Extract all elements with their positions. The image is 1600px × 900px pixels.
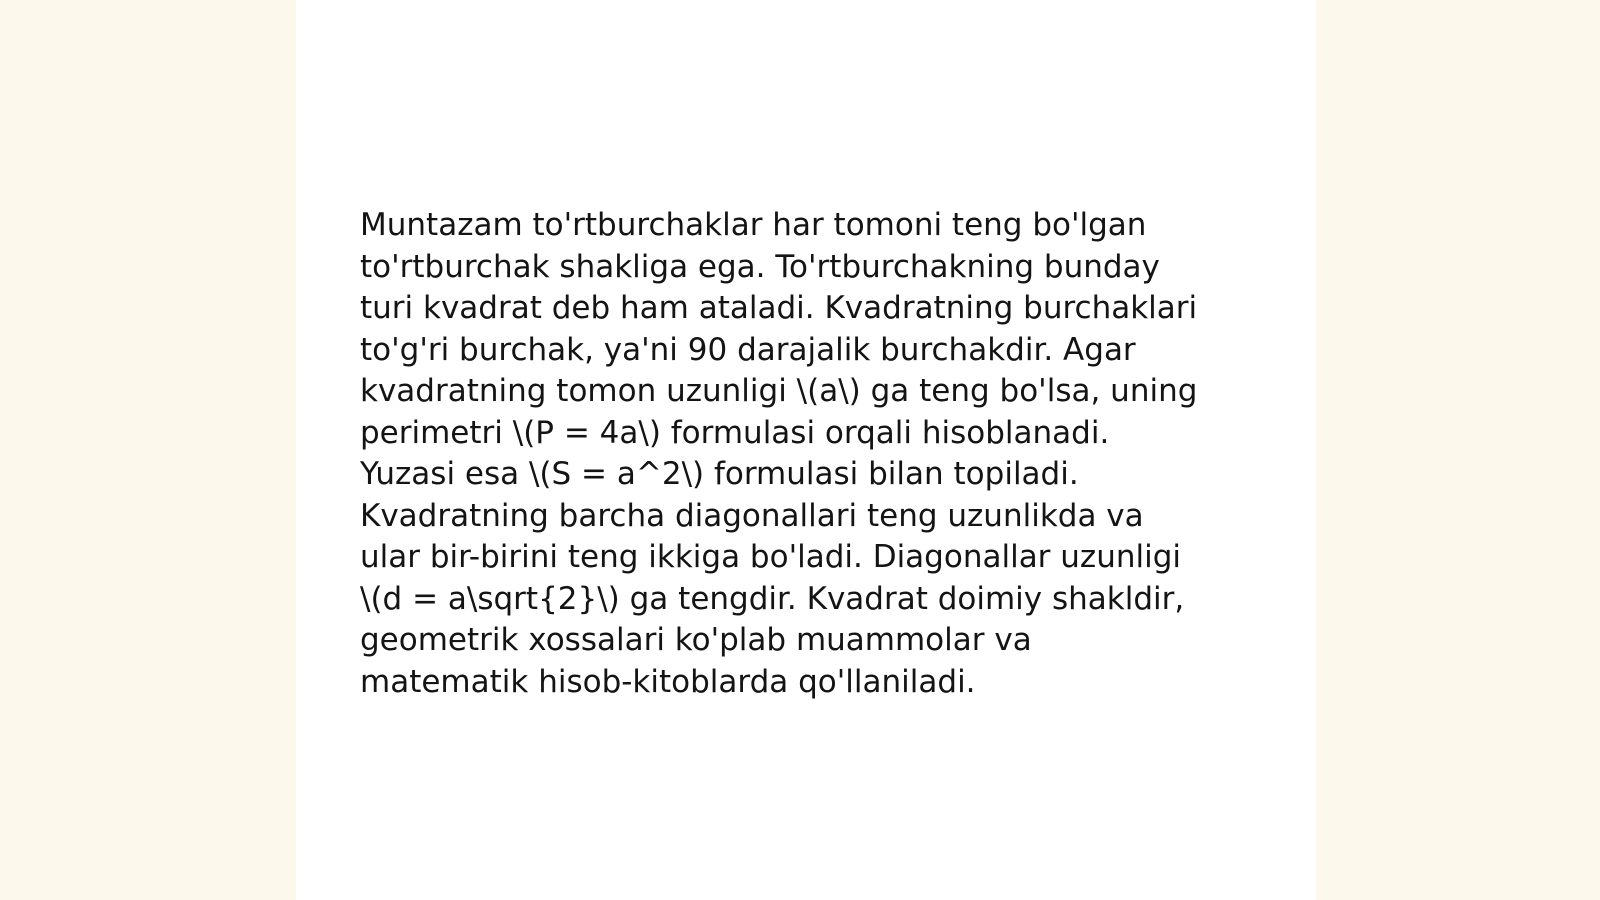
paragraph-line: to'g'ri burchak, ya'ni 90 darajalik burchakdir. Agar: [360, 331, 1136, 368]
paragraph-line: matematik hisob-kitoblarda qo'llaniladi.: [360, 663, 976, 700]
paragraph-line: Muntazam to'rtburchaklar har tomoni teng bo'lgan: [360, 207, 1147, 243]
paragraph-line: Kvadratning barcha diagonallari teng uzunlikda va: [360, 497, 1144, 534]
paragraph-line: turi kvadrat deb ham ataladi. Kvadratning burchaklari: [360, 290, 1198, 326]
body-paragraph: [360, 205, 1260, 703]
paragraph-line: kvadratning tomon uzunligi \(a\) ga teng bo'lsa, uning: [360, 373, 1198, 409]
paragraph-line: \(d = a\sqrt{2}\) ga tengdir. Kvadrat doimiy shakldir,: [360, 580, 1185, 617]
paragraph-line: ular bir-birini teng ikkiga bo'ladi. Diagonallar uzunligi: [360, 539, 1182, 575]
paragraph-line: to'rtburchak shakliga ega. To'rtburchakning bunday: [360, 248, 1160, 285]
paragraph-line: Yuzasi esa \(S = a^2\) formulasi bilan topiladi.: [360, 456, 1079, 492]
paragraph-line: perimetri \(P = 4a\) formulasi orqali hisoblanadi.: [360, 414, 1110, 451]
paragraph-line: geometrik xossalari ko'plab muammolar va: [360, 622, 1032, 658]
